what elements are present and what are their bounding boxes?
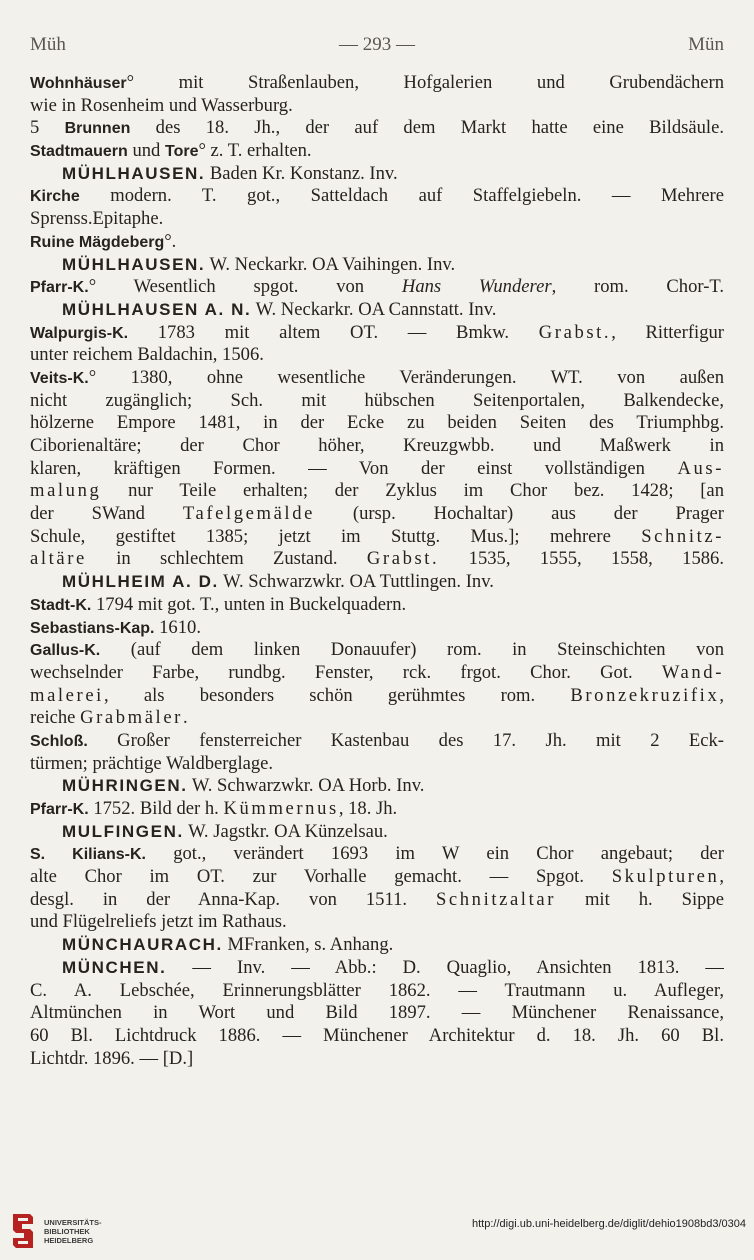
text-line [30,185,724,208]
text-run: Wand- [661,661,724,683]
text-line [30,730,724,753]
text-run: Lichtdr. 1896. — [D.] [30,1047,194,1069]
text-run: Skulpturen [611,866,720,888]
text-line [30,458,724,481]
text-line [30,1025,724,1048]
text-line [30,95,724,118]
entry-keyword: Wohnhäuser [30,75,127,92]
text-line [30,934,724,957]
text-run: ° z. T. erhalten. [198,140,312,162]
text-line [30,707,724,730]
text-run: reiche [30,707,81,729]
text-run: Altmünchen in Wort und Bild 1897. — Münchener Renaissance, [30,1002,724,1024]
text-run: W. Jagstkr. OA Künzelsau. [183,820,388,842]
entry-keyword: Gallus-K. [30,642,101,660]
text-run: 60 Bl. Lichtdruck 1886. — Münchener Architektur d. 18. Jh. 60 Bl. [30,1024,724,1046]
text-run: nicht zugänglich; Sch. mit hübschen Seitenportalen, Balkendecke, [30,389,724,411]
text-run: des 18. Jh., der auf dem Markt hatte eine Bildsäule. [130,117,724,139]
text-body [30,72,724,1070]
text-run: — Inv. — Abb.: D. Quaglio, Ansichten 1813. — [166,956,724,978]
text-run: altäre [30,548,87,570]
text-line [30,821,724,844]
text-run: W. Schwarzwkr. OA Tuttlingen. Inv. [218,571,494,593]
text-run: 1783 mit altem OT. — Bmkw. [128,321,539,343]
text-line [30,548,724,571]
text-run: Baden Kr. Konstanz. Inv. [205,162,398,184]
text-run: hölzerne Empore 1481, in der Ecke zu beiden Seiten des Triumphbg. [30,412,724,434]
text-run: 5 [30,117,65,139]
text-run: Großer fensterreicher Kastenbau des 17. Jh. mit 2 Eck- [87,729,724,751]
text-run: wie in Rosenheim und Wasserburg. [30,94,293,116]
text-line [30,685,724,708]
text-run: 1752. Bild der h. [88,798,224,819]
text-run: in schlechtem Zustand. [86,548,367,570]
place-heading: MÜHLHEIM A. D. [62,572,219,592]
text-line [30,843,724,866]
entry-keyword: Pfarr-K. [30,279,89,297]
text-run: (ursp. Hochaltar) aus der Prager [314,503,724,525]
header-left-keyword: Müh [30,34,66,55]
text-run: nur Teile erhalten; der Zyklus im Chor bez. 1428; [an [101,480,724,502]
text-line [30,72,724,95]
text-run: unter reichem Baldachin, 1506. [30,344,264,366]
entry-keyword: Stadtmauern [30,143,128,161]
text-line [30,412,724,435]
text-run: , Ritterfigur [611,321,724,343]
text-run: Sprenss.Epitaphe. [30,208,164,230]
text-line [30,163,724,186]
entry-keyword: S. Kilians-K. [30,846,146,864]
place-heading: MÜHLHAUSEN A. N. [62,299,252,319]
text-line [30,503,724,526]
text-line [30,208,724,231]
text-line [30,1048,724,1071]
text-run: (auf dem linken Donauufer) rom. in Steinschichten von [100,639,724,661]
text-run: Aus- [677,457,724,479]
page-number: — 293 — [339,34,415,55]
text-run: alte Chor im OT. zur Vorhalle gemacht. — Spgot. [30,866,612,888]
place-heading: MÜHLHAUSEN. [62,254,206,274]
text-line [30,367,724,390]
text-run: W. Neckarkr. OA Cannstatt. Inv. [251,298,497,320]
text-run: modern. T. got., Satteldach auf Staffelgiebeln. — Mehrere [79,185,724,207]
text-run: °. [164,230,177,252]
text-run: ° mit Straßenlauben, Hofgalerien und Grubendächern [126,72,724,93]
text-run: Grabst. [366,548,440,570]
text-line [30,254,724,277]
text-run: mit h. Sippe [556,888,724,910]
text-run: . [182,707,188,729]
entry-keyword: Tore [164,143,199,161]
text-run: 1535, 1555, 1558, 1586. [439,548,724,570]
text-run: Tafelgemälde [182,503,315,525]
running-header [30,34,724,64]
text-line [30,299,724,322]
text-run: , rom. Chor-T. [551,276,724,298]
text-line [30,322,724,345]
text-line [30,390,724,413]
text-run: Kümmernus [223,798,339,819]
text-line [30,662,724,685]
text-run: C. A. Lebschée, Erinnerungsblätter 1862. — Trautmann u. Aufleger, [30,979,724,1001]
text-run: klaren, kräftigen Formen. — Von der einst vollständigen [30,457,678,479]
text-line [30,798,724,821]
text-line [30,344,724,367]
text-line [30,117,724,140]
entry-keyword: Pfarr-K. [30,801,89,818]
text-run: , [719,684,724,706]
text-run: und Flügelreliefs jetzt im Rathaus. [30,911,287,933]
text-line [30,435,724,458]
text-run: , 18. Jh. [338,798,398,819]
text-line [30,617,724,640]
text-run: MFranken, s. Anhang. [222,934,394,956]
institution-name [44,1218,102,1245]
institution-line: BIBLIOTHEK [44,1227,90,1236]
place-heading: MÜNCHEN. [62,957,167,977]
text-run: Schnitzaltar [435,888,556,910]
text-run: Schnitz- [641,525,724,547]
text-line [30,571,724,594]
text-run: und [127,140,165,162]
entry-keyword: Schloß. [30,732,88,750]
institution-line: UNIVERSITÄTS- [44,1218,102,1227]
text-line [30,957,724,980]
entry-keyword: Walpurgis-K. [30,324,129,342]
text-run: malung [30,480,102,502]
university-library-logo-icon [10,1212,36,1250]
text-run: Grabmäler [80,707,183,729]
text-run: ° 1380, ohne wesentliche Veränderungen. WT. von außen [88,366,724,388]
text-run: der SWand [30,503,183,525]
place-heading: MULFINGEN. [62,821,184,841]
entry-keyword: Sebastians-Kap. [30,619,155,637]
text-run: türmen; prächtige Waldberglage. [30,752,274,774]
text-line [30,276,724,299]
text-run: malerei [30,684,104,706]
source-url-link[interactable]: http://digi.ub.uni-heidelberg.de/diglit/dehio1908bd3/0304 [472,1218,746,1230]
text-line [30,231,724,254]
text-run: got., verändert 1693 im W ein Chor angebaut; der [145,843,724,865]
text-line [30,140,724,163]
text-run: desgl. in der Anna-Kap. von 1511. [30,888,436,910]
place-heading: MÜHLHAUSEN. [62,163,206,183]
place-heading: MÜNCHAURACH. [62,935,223,955]
text-run: wechselnder Farbe, rundbg. Fenster, rck. frgot. Chor. Got. [30,661,662,683]
footer [0,1198,754,1260]
entry-keyword: Stadt-K. [30,596,92,614]
text-line [30,980,724,1003]
text-line [30,889,724,912]
text-run: W. Neckarkr. OA Vaihingen. Inv. [205,253,456,275]
text-line [30,775,724,798]
entry-keyword: Brunnen [64,120,131,138]
text-line [30,594,724,617]
text-line [30,526,724,549]
text-run: 1794 mit got. T., unten in Buckelquadern. [91,593,407,615]
text-run: , [719,866,724,888]
text-line [30,866,724,889]
text-run: Schule, gestiftet 1385; jetzt im Stuttg. Mus.]; mehrere [30,525,642,547]
text-line [30,639,724,662]
entry-keyword: Veits-K. [30,369,89,387]
text-run: Hans Wunderer [401,276,552,298]
entry-keyword: Ruine Mägdeberg [30,233,165,251]
text-line [30,1002,724,1025]
text-line [30,911,724,934]
text-run: ° Wesentlich spgot. von [88,276,402,298]
institution-line: HEIDELBERG [44,1236,94,1245]
text-run: Grabst. [538,321,612,343]
text-run: 1610. [154,616,201,638]
header-right-keyword: Mün [688,34,724,55]
entry-keyword: Kirche [30,188,80,206]
text-run: W. Schwarzwkr. OA Horb. Inv. [187,775,425,797]
text-run: , als besonders schön gerühmtes rom. [103,684,571,706]
place-heading: MÜHRINGEN. [62,776,188,796]
text-run: Bronzekruzifix [570,684,720,706]
text-line [30,480,724,503]
text-line [30,753,724,776]
text-run: Ciborienaltäre; der Chor höher, Kreuzgwbb. und Maßwerk in [30,435,724,456]
